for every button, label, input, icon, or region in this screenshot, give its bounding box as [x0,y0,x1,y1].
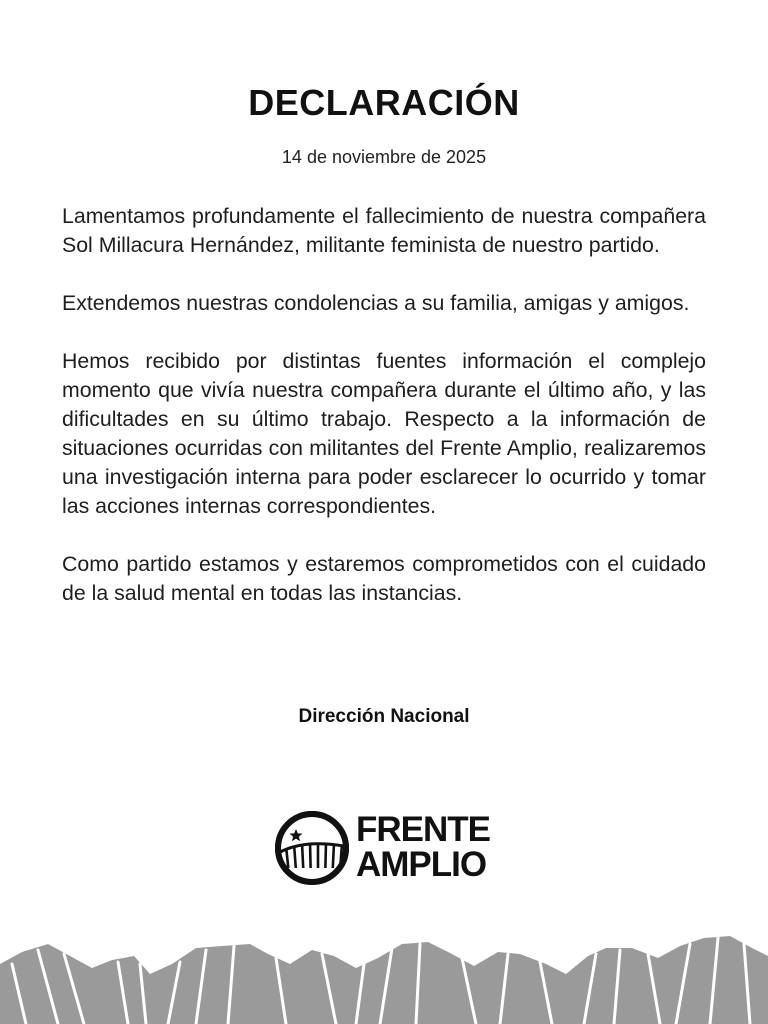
mountain-silhouette-decoration [0,934,768,1024]
paragraph-condolence-intro: Lamentamos profundamente el fallecimiento de nuestra compañera Sol Millacura Hernández, militante feminista de nuestro partido. [62,204,706,257]
document-title: DECLARACIÓN [248,82,520,123]
signature: Dirección Nacional [298,706,470,727]
frente-amplio-logo [272,808,502,888]
logo-line-frente: FRENTE [356,810,490,849]
document-date: 14 de noviembre de 2025 [281,147,487,167]
frente-amplio-emblem-icon [272,808,352,888]
logo-line-amplio: AMPLIO [356,845,487,884]
document-body [62,202,706,637]
paragraph-condolences: Extendemos nuestras condolencias a su familia, amigas y amigos. [62,291,690,315]
logo-wordmark [356,812,490,882]
paragraph-investigation: Hemos recibido por distintas fuentes información el complejo momento que vivía nuestra compañera durante el último año, y las dificultades en su último trabajo. Respecto a la información de situaciones ocurridas con militantes del Frente Amplio, realizaremos una investigación interna para poder esclarecer lo ocurrido y tomar las acciones internas correspondientes. [62,349,706,518]
paragraph-commitment: Como partido estamos y estaremos comprometidos con el cuidado de la salud mental en todas las instancias. [62,552,706,605]
